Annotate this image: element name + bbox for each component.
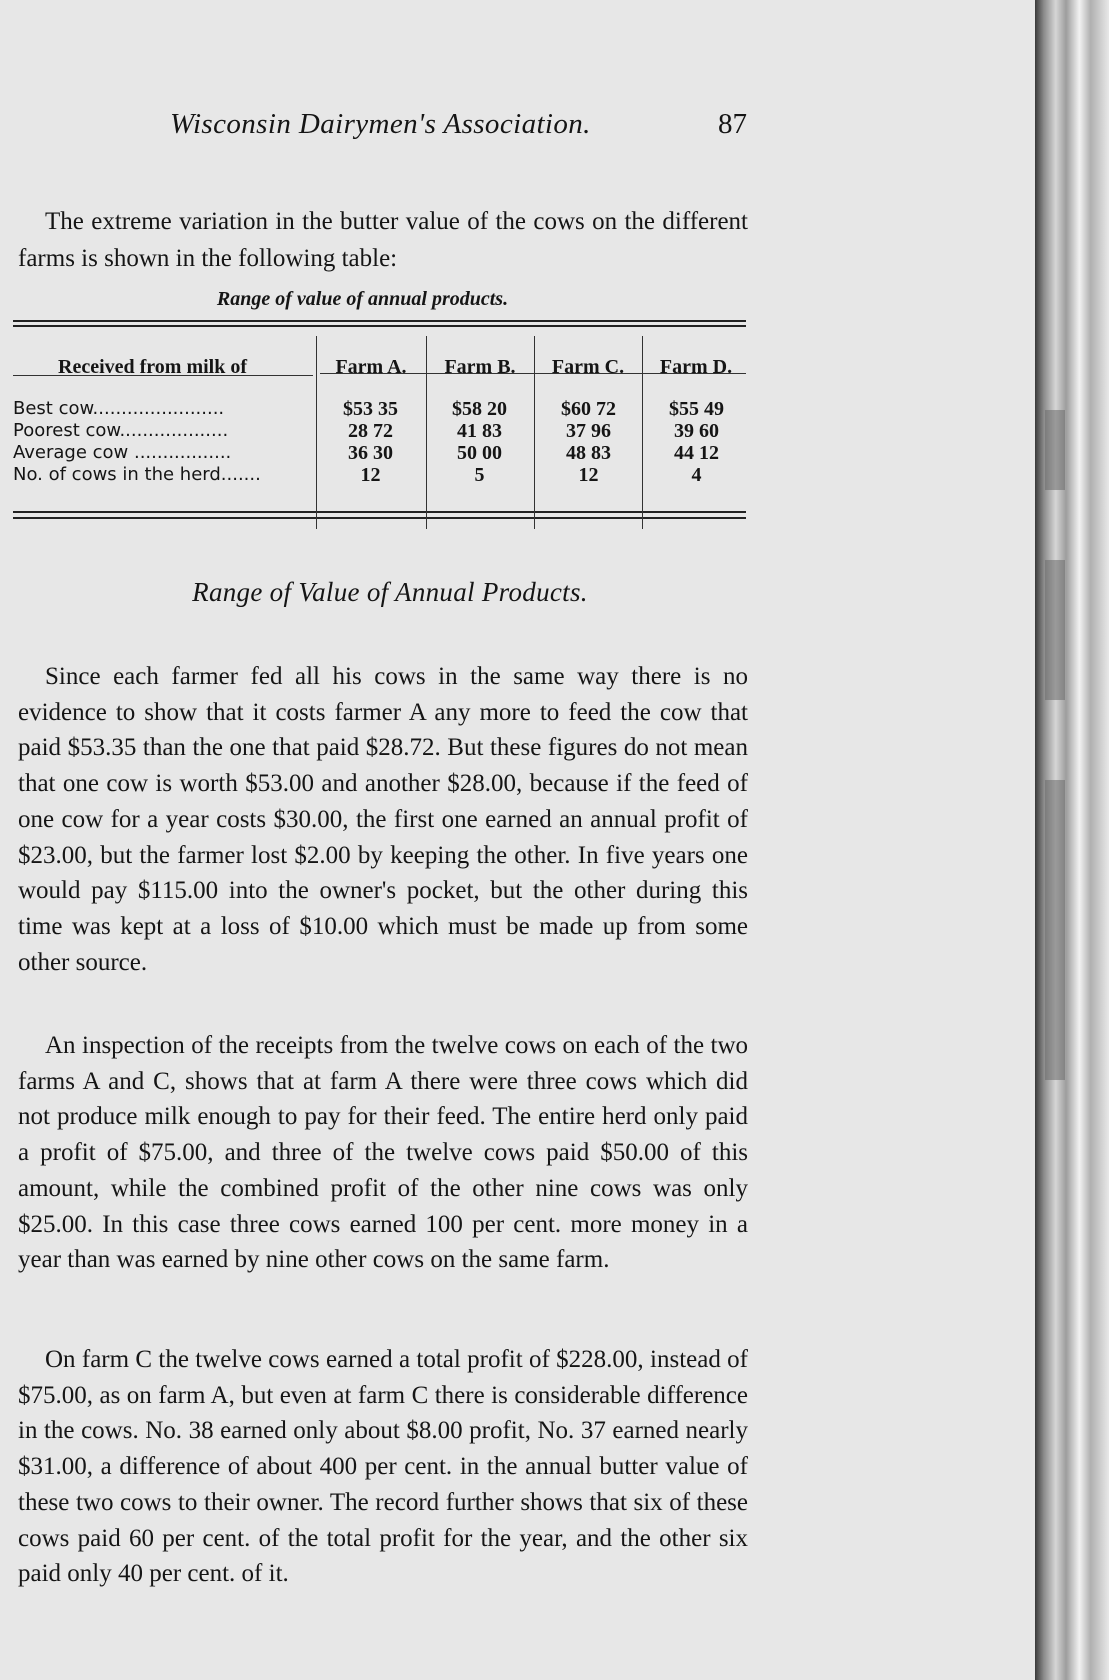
running-head (0, 108, 1035, 148)
column-header: Received from milk of (58, 356, 248, 378)
column-header: Farm D. (659, 356, 733, 378)
table-cell: 12 (360, 464, 381, 486)
body-paragraph: On farm C the twelve cows earned a total profit of $228.00, instead of $75.00, as on farm A, but even at farm C there is considerable difference in the cows. No. 38 earned only about $8.00 profit, No. 37 earned nearly $31.00, a difference of about 400 per cent. in the annual butter value of these two cows to their owner. The record further shows that six of these cows paid 60 per cent. of the total profit for the year, and the other six paid only 40 per cent. of it. (18, 1346, 748, 1588)
page-number: 87 (718, 108, 747, 140)
table-cell: 44 12 (674, 442, 719, 464)
row-label: Best cow....................... (13, 398, 225, 419)
row-label: No. of cows in the herd....... (13, 464, 261, 485)
column-header: Farm A. (335, 356, 407, 378)
section-title: Range of Value of Annual Products. (192, 577, 588, 607)
row-label: Average cow ................. (13, 442, 232, 463)
table-cell: 36 30 (348, 442, 393, 464)
running-title: Wisconsin Dairymen's Association. (170, 108, 591, 140)
table-cell: $55 49 (669, 398, 724, 420)
table-caption: Range of value of annual products. (216, 288, 509, 310)
table-cell: 28 72 (348, 420, 393, 442)
table-top-rule-2 (13, 325, 746, 327)
table-cell: $60 72 (561, 398, 616, 420)
table-cell: 41 83 (457, 420, 502, 442)
table-cell: 4 (691, 464, 702, 486)
table-cell: 37 96 (566, 420, 611, 442)
body-paragraph: An inspection of the receipts from the twelve cows on each of the two farms A and C, shows that at farm A there were three cows which did not produce milk enough to pay for their feed. The entire herd only paid a profit of $75.00, and three of the twelve cows paid $50.00 of this amount, while the combined profit of the other nine cows was only $25.00. In this case three cows earned 100 per cent. more money in a year than was earned by nine other cows on the same farm. (18, 1032, 748, 1274)
intro-paragraph: The extreme variation in the butter value of the cows on the different farms is shown in the following table: (18, 208, 748, 272)
products-table (13, 320, 746, 557)
binding-label-mark (1045, 560, 1065, 700)
table-bottom-rule (13, 511, 746, 513)
table-bottom-rule-2 (13, 517, 746, 519)
table-cell: $53 35 (343, 398, 398, 420)
table-cell: 50 00 (457, 442, 502, 464)
column-header: Farm B. (444, 356, 516, 378)
table-cell: 39 60 (674, 420, 719, 442)
binding-label-mark (1045, 780, 1065, 1080)
table-top-rule (13, 320, 746, 322)
binding-label-mark (1045, 410, 1065, 490)
table-cell: 48 83 (566, 442, 611, 464)
table-cell: 12 (578, 464, 599, 486)
column-header: Farm C. (551, 356, 625, 378)
body-paragraph: Since each farmer fed all his cows in the same way there is no evidence to show that it costs farmer A any more to feed the cow that paid $53.35 than the one that paid $28.72. But these figures do not mean that one cow is worth $53.00 and another $28.00, because if the feed of one cow for a year costs $30.00, the first one earned an annual profit of $23.00, but the farmer lost $2.00 by keeping the other. In five years one would pay $115.00 into the owner's pocket, but the other during this time was kept at a loss of $10.00 which must be made up from some other source. (18, 663, 748, 976)
table-cell: $58 20 (452, 398, 507, 420)
row-label: Poorest cow................... (13, 420, 229, 441)
table-cell: 5 (474, 464, 485, 486)
